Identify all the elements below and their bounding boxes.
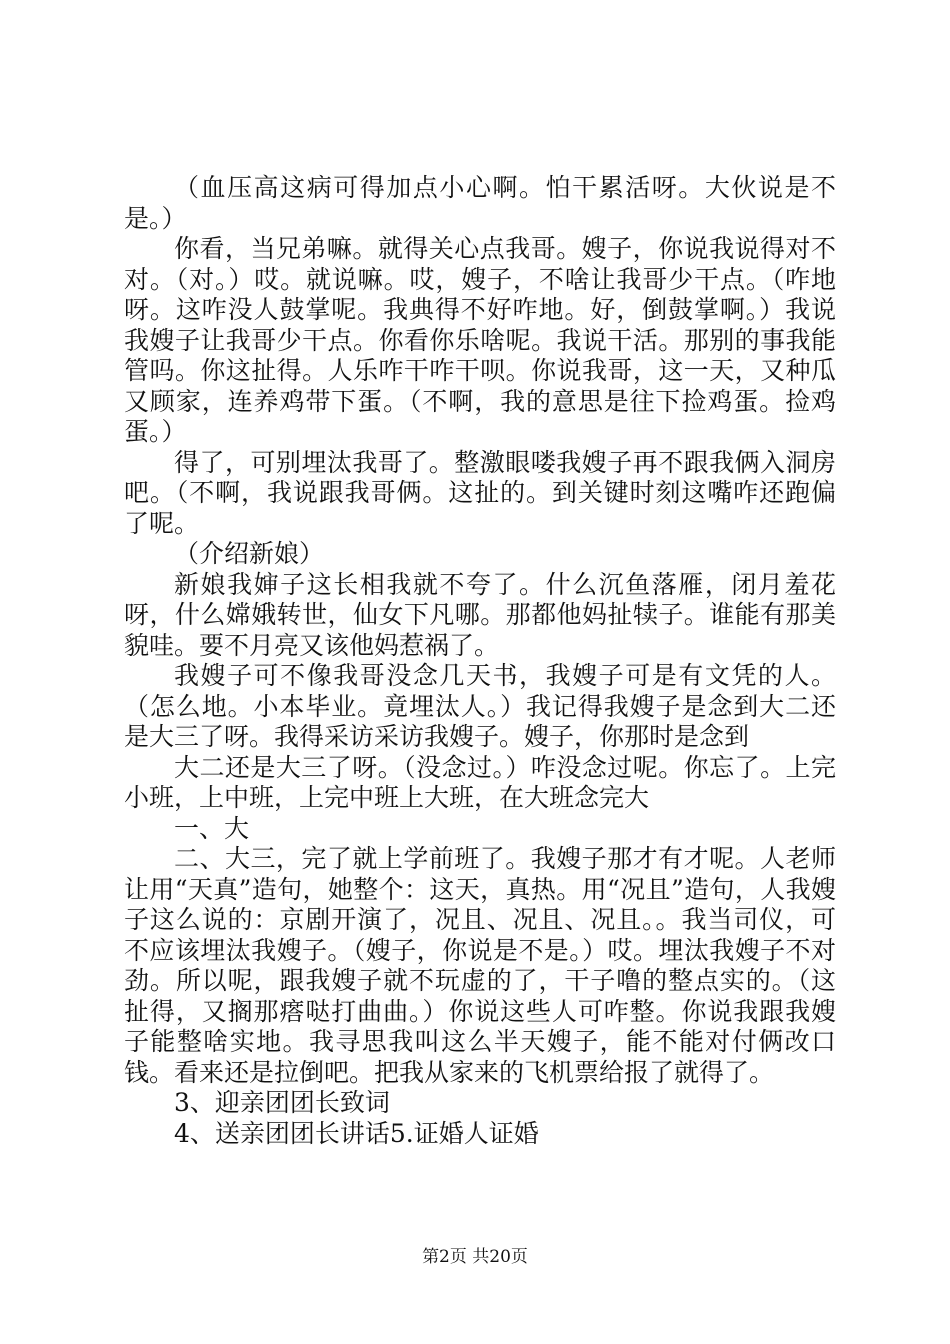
paragraph: 二、大三，完了就上学前班了。我嫂子那才有才呢。人老师让用“天真”造句，她整个：这天，真热。用“况且”造句，人我嫂子这么说的：京剧开演了，况且、况且、况且。。我当司仪，可不应该埋汰我嫂子。（嫂子，你说是不是。）哎。埋汰我嫂子不对劲。所以呢，跟我嫂子就不玩虚的了，干子噜的整点实的。（这扯得，又搁那瘩哒打曲曲。）你说这些人可咋整。你说我跟我嫂子能整啥实地。我寻思我叫这么半天嫂子，能不能对付俩改口钱。看来还是拉倒吧。把我从家来的飞机票给报了就得了。	[124, 844, 836, 1087]
paragraph: （血压高这病可得加点小心啊。怕干累活呀。大伙说是不是。）	[124, 173, 836, 233]
paragraph: 我嫂子可不像我哥没念几天书，我嫂子可是有文凭的人。（怎么地。小本毕业。竟埋汰人。）我记得我嫂子是念到大二还是大三了呀。我得采访采访我嫂子。嫂子，你那时是念到	[124, 661, 836, 751]
paragraph: 新娘我婶子这长相我就不夸了。什么沉鱼落雁，闭月羞花呀，什么嫦娥转世，仙女下凡哪。那都他妈扯犊子。谁能有那美貌哇。要不月亮又该他妈惹祸了。	[124, 569, 836, 660]
paragraph: 4、送亲团团长讲话5.证婚人证婚	[174, 1118, 539, 1148]
page-footer: 第2页 共20页	[422, 1247, 528, 1267]
paragraph: （介绍新娘）	[174, 539, 325, 568]
paragraph: 3、迎亲团团长致词	[174, 1088, 390, 1117]
paragraph: 得了，可别埋汰我哥了。整激眼喽我嫂子再不跟我俩入洞房吧。（不啊，我说跟我哥俩。这扯的。到关键时刻这嘴咋还跑偏了呢。	[124, 447, 836, 538]
document-body	[124, 173, 836, 1149]
paragraph: 大二还是大三了呀。（没念过。）咋没念过呢。你忘了。上完小班，上中班，上完中班上大班，在大班念完大	[124, 752, 836, 812]
paragraph: 你看，当兄弟嘛。就得关心点我哥。嫂子，你说我说得对不对。（对。）哎。就说嘛。哎，嫂子，不啥让我哥少干点。（咋地呀。这咋没人鼓掌呢。我典得不好咋地。好，倒鼓掌啊。）我说我嫂子让我哥少干点。你看你乐啥呢。我说干活。那别的事我能管吗。你这扯得。人乐咋干咋干呗。你说我哥，这一天，又种瓜又顾家，连养鸡带下蛋。（不啊，我的意思是往下捡鸡蛋。捡鸡蛋。）	[124, 234, 836, 446]
paragraph: 一、大	[174, 813, 250, 843]
